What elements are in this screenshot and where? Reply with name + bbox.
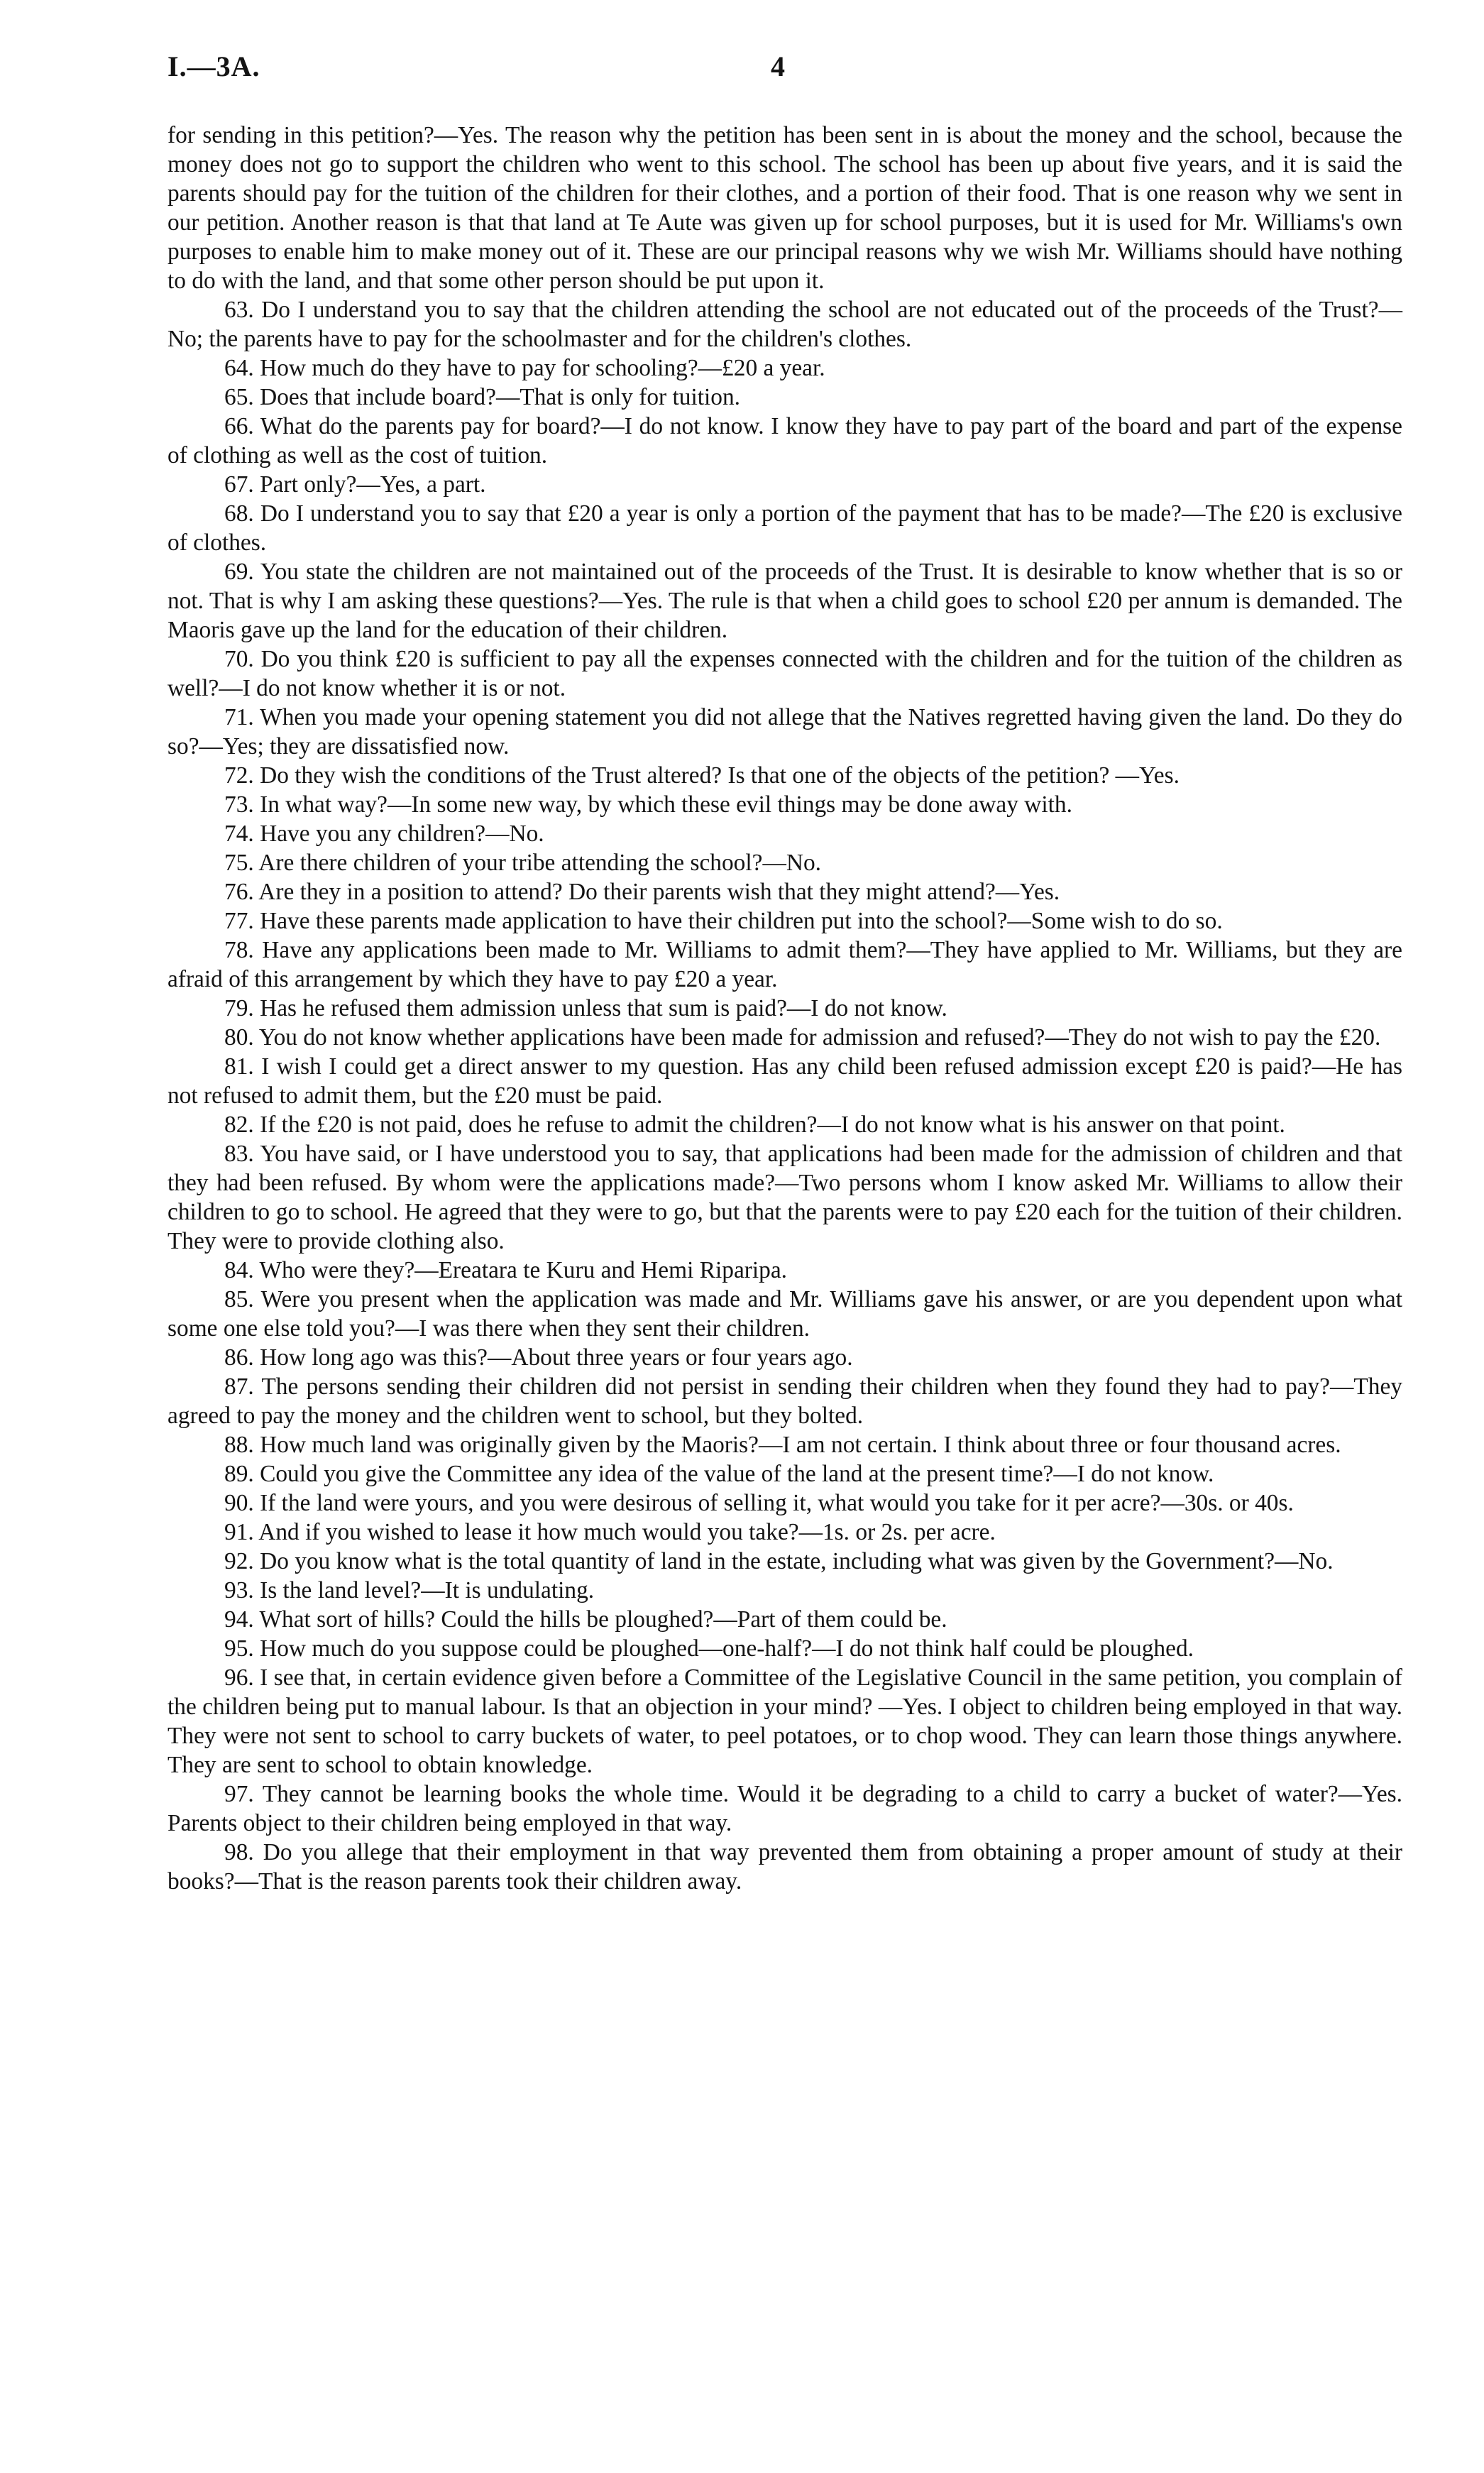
paragraph-74: 74. Have you any children?—No. <box>224 821 544 847</box>
paragraph-89: 89. Could you give the Committee any idea of the value of the land at the present time?—I do not know. <box>224 1461 1214 1487</box>
paragraph-78: 78. Have any applications been made to Mr. Williams to admit them?—They have applied to Mr. Williams, but they are afraid of this arrangement by which they have to pay £20 a year. <box>167 937 1402 992</box>
paragraph-63: 63. Do I understand you to say that the children attending the school are not educated out of the proceeds of the Trust?—No; the parents have to pay for the schoolmaster and for the children's clothes. <box>167 297 1402 352</box>
paragraph-86: 86. How long ago was this?—About three years or four years ago. <box>224 1344 853 1371</box>
paragraph-96: 96. I see that, in certain evidence given before a Committee of the Legislative Council in the same petition, you complain of the children being put to manual labour. Is that an objection in your mind? —Yes. I object to children being employed in that way. They were not sent to school to carry buckets of water, to peel potatoes, or to chop wood. They can learn those things anywhere. They are sent to school to obtain knowledge. <box>167 1665 1402 1778</box>
paragraph-90: 90. If the land were yours, and you were desirous of selling it, what would you take for it per acre?—30s. or 40s. <box>224 1490 1294 1516</box>
paragraph-80: 80. You do not know whether applications have been made for admission and refused?—They do not wish to pay the £20. <box>224 1024 1381 1051</box>
paragraph-95: 95. How much do you suppose could be ploughed—one-half?—I do not think half could be ploughed. <box>224 1635 1194 1662</box>
paragraph-73: 73. In what way?—In some new way, by which these evil things may be done away with. <box>224 791 1072 818</box>
paragraph-91: 91. And if you wished to lease it how much would you take?—1s. or 2s. per acre. <box>224 1519 996 1545</box>
paragraph-64: 64. How much do they have to pay for schooling?—£20 a year. <box>224 355 825 381</box>
paragraph-94: 94. What sort of hills? Could the hills be ploughed?—Part of them could be. <box>224 1606 947 1633</box>
document-reference: I.—3A. <box>167 50 260 82</box>
paragraph-84: 84. Who were they?—Ereatara te Kuru and Hemi Riparipa. <box>224 1257 788 1283</box>
paragraph-92: 92. Do you know what is the total quantity of land in the estate, including what was given by the Government?—No. <box>224 1548 1334 1574</box>
paragraph-67: 67. Part only?—Yes, a part. <box>224 471 486 498</box>
page-number: 4 <box>771 50 785 82</box>
paragraph-72: 72. Do they wish the conditions of the Trust altered? Is that one of the objects of the petition? —Yes. <box>224 762 1180 789</box>
paragraph-66: 66. What do the parents pay for board?—I do not know. I know they have to pay part of the board and part of the expense of clothing as well as the cost of tuition. <box>167 413 1402 468</box>
paragraph-81: 81. I wish I could get a direct answer to my question. Has any child been refused admission except £20 is paid?—He has not refused to admit them, but the £20 must be paid. <box>167 1053 1402 1109</box>
paragraph-93: 93. Is the land level?—It is undulating. <box>224 1577 595 1603</box>
paragraph-69: 69. You state the children are not maintained out of the proceeds of the Trust. It is desirable to know whether that is so or not. That is why I am asking these questions?—Yes. The rule is that when a child goes to school £20 per annum is demanded. The Maoris gave up the land for the education of their children. <box>167 559 1402 643</box>
paragraph-82: 82. If the £20 is not paid, does he refuse to admit the children?—I do not know what is his answer on that point. <box>224 1112 1285 1138</box>
paragraph-79: 79. Has he refused them admission unless that sum is paid?—I do not know. <box>224 995 947 1021</box>
paragraph-65: 65. Does that include board?—That is only for tuition. <box>224 384 741 410</box>
paragraph-75: 75. Are there children of your tribe attending the school?—No. <box>224 850 822 876</box>
document-page <box>167 50 1402 1896</box>
body-text <box>167 121 1402 1896</box>
paragraph-77: 77. Have these parents made application to have their children put into the school?—Some wish to do so. <box>224 908 1223 934</box>
paragraph-87: 87. The persons sending their children did not persist in sending their children when they found they had to pay?—They agreed to pay the money and the children went to school, but they bolted. <box>167 1373 1402 1429</box>
paragraph-88: 88. How much land was originally given by the Maoris?—I am not certain. I think about three or four thousand acres. <box>224 1432 1341 1458</box>
paragraph-98: 98. Do you allege that their employment in that way prevented them from obtaining a proper amount of study at their books?—That is the reason parents took their children away. <box>167 1839 1402 1894</box>
paragraph-68: 68. Do I understand you to say that £20 a year is only a portion of the payment that has to be made?—The £20 is exclusive of clothes. <box>167 500 1402 556</box>
paragraph-76: 76. Are they in a position to attend? Do their parents wish that they might attend?—Yes. <box>224 879 1060 905</box>
paragraph-71: 71. When you made your opening statement you did not allege that the Natives regretted having given the land. Do they do so?—Yes; they are dissatisfied now. <box>167 704 1402 760</box>
paragraph-70: 70. Do you think £20 is sufficient to pay all the expenses connected with the children and for the tuition of the children as well?—I do not know whether it is or not. <box>167 646 1402 701</box>
paragraph-85: 85. Were you present when the application was made and Mr. Williams gave his answer, or are you dependent upon what some one else told you?—I was there when they sent their children. <box>167 1286 1402 1342</box>
paragraph-83: 83. You have said, or I have understood you to say, that applications had been made for the admission of children and that they had been refused. By whom were the applications made?—Two persons whom I know asked Mr. Williams to allow their children to go to school. He agreed that they were to go, but that the parents were to pay £20 each for the tuition of their children. They were to provide clothing also. <box>167 1141 1402 1254</box>
page-header <box>167 50 1402 121</box>
paragraph-continuation: for sending in this petition?—Yes. The reason why the petition has been sent in is about the money and the school, because the money does not go to support the children who went to this school. The school has been up about five years, and it is said the parents should pay for the tuition of the children for their clothes, and a portion of their food. That is one reason why we sent in our petition. Another reason is that that land at Te Aute was given up for school purposes, but it is used for Mr. Williams's own purposes to enable him to make money out of it. These are our principal reasons why we wish Mr. Williams should have nothing to do with the land, and that some other person should be put upon it. <box>167 122 1402 294</box>
paragraph-97: 97. They cannot be learning books the whole time. Would it be degrading to a child to carry a bucket of water?—Yes. Parents object to their children being employed in that way. <box>167 1781 1402 1836</box>
